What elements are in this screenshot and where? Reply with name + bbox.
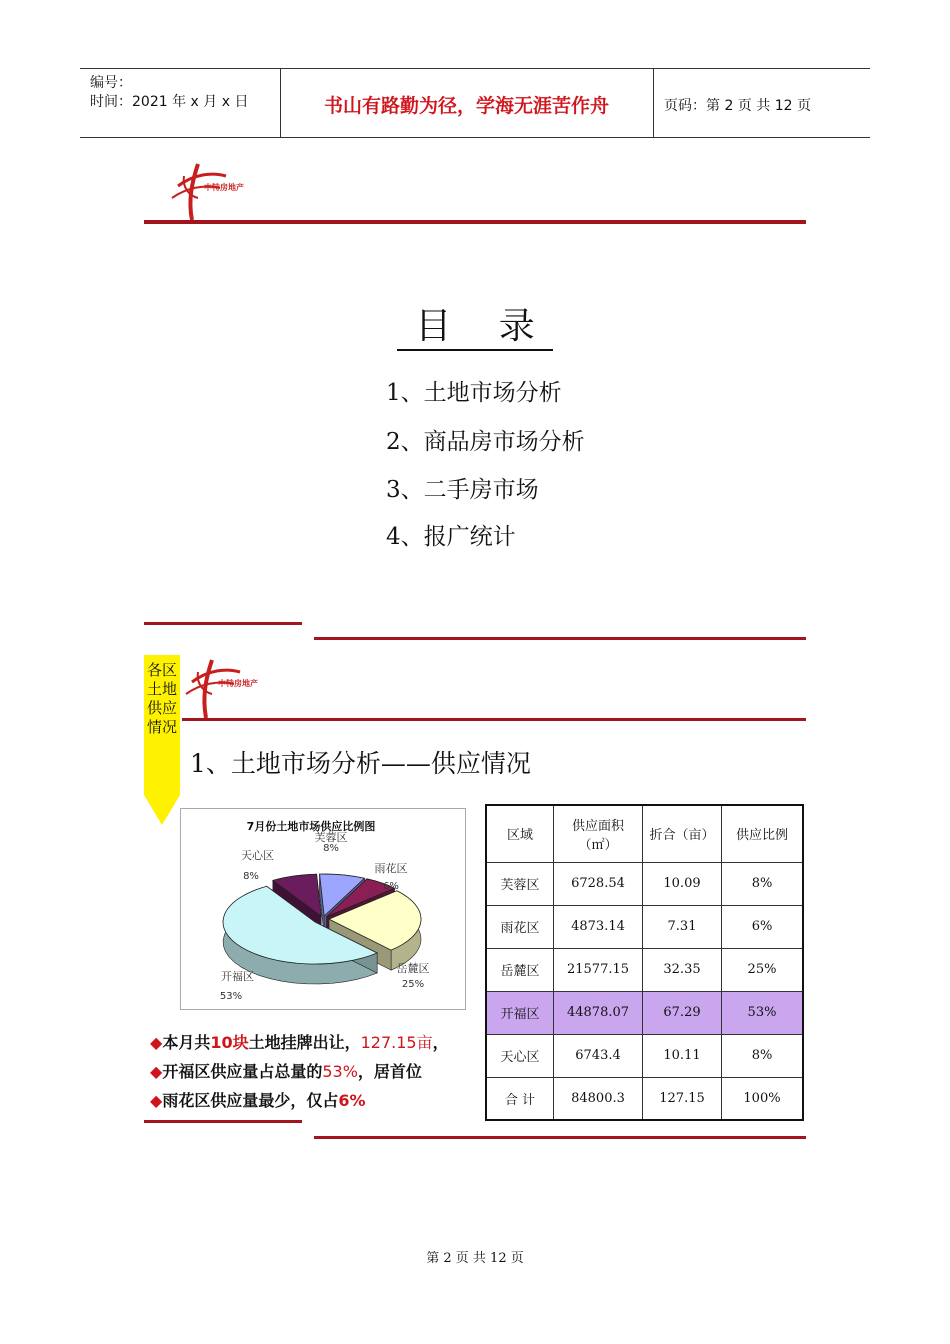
summary-bullets — [150, 1028, 449, 1115]
table-cell: 127.15 — [643, 1077, 722, 1120]
diamond-icon: ◆ — [150, 1062, 163, 1081]
logo-mark-icon — [178, 658, 278, 722]
pie-label-name: 开福区 — [221, 970, 254, 983]
table-cell: 7.31 — [643, 905, 722, 948]
diamond-icon: ◆ — [150, 1033, 163, 1052]
table-cell: 10.09 — [643, 862, 722, 905]
table-row — [486, 948, 803, 991]
pie-label-name: 岳麓区 — [396, 962, 430, 975]
table-header-cell: 供应比例 — [722, 805, 804, 862]
table-row — [486, 905, 803, 948]
bullet-2: ◆开福区供应量占总量的53%，居首位 — [150, 1062, 422, 1081]
header-motto-cell — [280, 69, 654, 137]
table-cell: 21577.15 — [554, 948, 643, 991]
toc-item-1: 1、土地市场分析 — [386, 380, 562, 406]
pie-label-value: 8% — [323, 843, 339, 854]
table-cell: 合 计 — [486, 1077, 554, 1120]
header-divider — [144, 220, 806, 224]
table-cell: 25% — [722, 948, 804, 991]
table-header-cell: 区域 — [486, 805, 554, 862]
table-cell: 雨花区 — [486, 905, 554, 948]
table-cell: 岳麓区 — [486, 948, 554, 991]
pie-label-value: 8% — [243, 871, 259, 882]
table-cell: 67.29 — [643, 991, 722, 1034]
table-cell: 53% — [722, 991, 804, 1034]
section-divider-left — [144, 622, 302, 625]
company-logo — [164, 158, 264, 222]
pie-label-name: 芙蓉区 — [314, 831, 348, 844]
section-divider-right — [314, 637, 806, 640]
table-cell: 10.11 — [643, 1034, 722, 1077]
side-tab-text: 各区土地供应情况 — [146, 661, 177, 736]
bottom-divider-left — [144, 1120, 302, 1123]
pie-label-value: 6% — [383, 881, 399, 892]
table-cell: 8% — [722, 862, 804, 905]
bullet-3: ◆雨花区供应量最少，仅占6% — [150, 1091, 366, 1110]
table-header-row — [486, 805, 803, 862]
bullet-1: ◆本月共10块土地挂牌出让，127.15亩， — [150, 1033, 449, 1052]
logo-text: 中特房地产 — [204, 183, 244, 192]
toc-item-3: 3、二手房市场 — [386, 477, 539, 503]
pie-chart — [180, 808, 466, 1010]
table-cell: 6% — [722, 905, 804, 948]
toc-title-text: 目 录 — [397, 306, 552, 351]
chart-title: 7月份土地市场供应比例图 — [246, 820, 376, 833]
pie-label-name: 天心区 — [241, 849, 274, 862]
table-row — [486, 862, 803, 905]
table-cell: 84800.3 — [554, 1077, 643, 1120]
table-cell: 100% — [722, 1077, 804, 1120]
table-row-highlighted — [486, 991, 803, 1034]
slide-divider — [182, 718, 806, 721]
table-cell: 6743.4 — [554, 1034, 643, 1077]
header-page-cell — [654, 69, 870, 137]
toc-item-2: 2、商品房市场分析 — [386, 429, 585, 455]
supply-table — [485, 804, 804, 1121]
table-cell: 8% — [722, 1034, 804, 1077]
section-title: 1、土地市场分析——供应情况 — [190, 749, 531, 778]
table-total-row — [486, 1077, 803, 1120]
table-cell: 4873.14 — [554, 905, 643, 948]
motto-text: 书山有路勤为径，学海无涯苦作舟 — [323, 95, 609, 117]
page-info: 页码：第 2 页 共 12 页 — [664, 98, 811, 114]
table-cell: 天心区 — [486, 1034, 554, 1077]
page-footer: 第 2 页 共 12 页 — [426, 1251, 524, 1266]
table-cell: 芙蓉区 — [486, 862, 554, 905]
toc-item-4: 4、报广统计 — [386, 524, 516, 550]
toc-title — [0, 298, 950, 349]
pie-label-name: 雨花区 — [374, 862, 408, 875]
side-tab — [144, 655, 180, 825]
table-cell: 开福区 — [486, 991, 554, 1034]
header-meta-cell — [80, 69, 281, 137]
time-label: 时间：2021 年 x 月 x 日 — [90, 94, 249, 110]
table-row — [486, 1034, 803, 1077]
table-cell: 32.35 — [643, 948, 722, 991]
table-header-cell: 供应面积（㎡） — [554, 805, 643, 862]
bottom-divider-right — [314, 1136, 806, 1139]
pie-label-value: 53% — [219, 991, 243, 1002]
table-cell: 44878.07 — [554, 991, 643, 1034]
table-cell: 6728.54 — [554, 862, 643, 905]
table-header-cell: 折合（亩） — [643, 805, 722, 862]
logo-text-2: 中特房地产 — [218, 679, 258, 688]
number-label: 编号： — [90, 75, 132, 91]
company-logo-2 — [178, 658, 278, 722]
document-header — [80, 68, 870, 138]
diamond-icon: ◆ — [150, 1091, 163, 1110]
pie-label-value: 25% — [401, 979, 425, 990]
